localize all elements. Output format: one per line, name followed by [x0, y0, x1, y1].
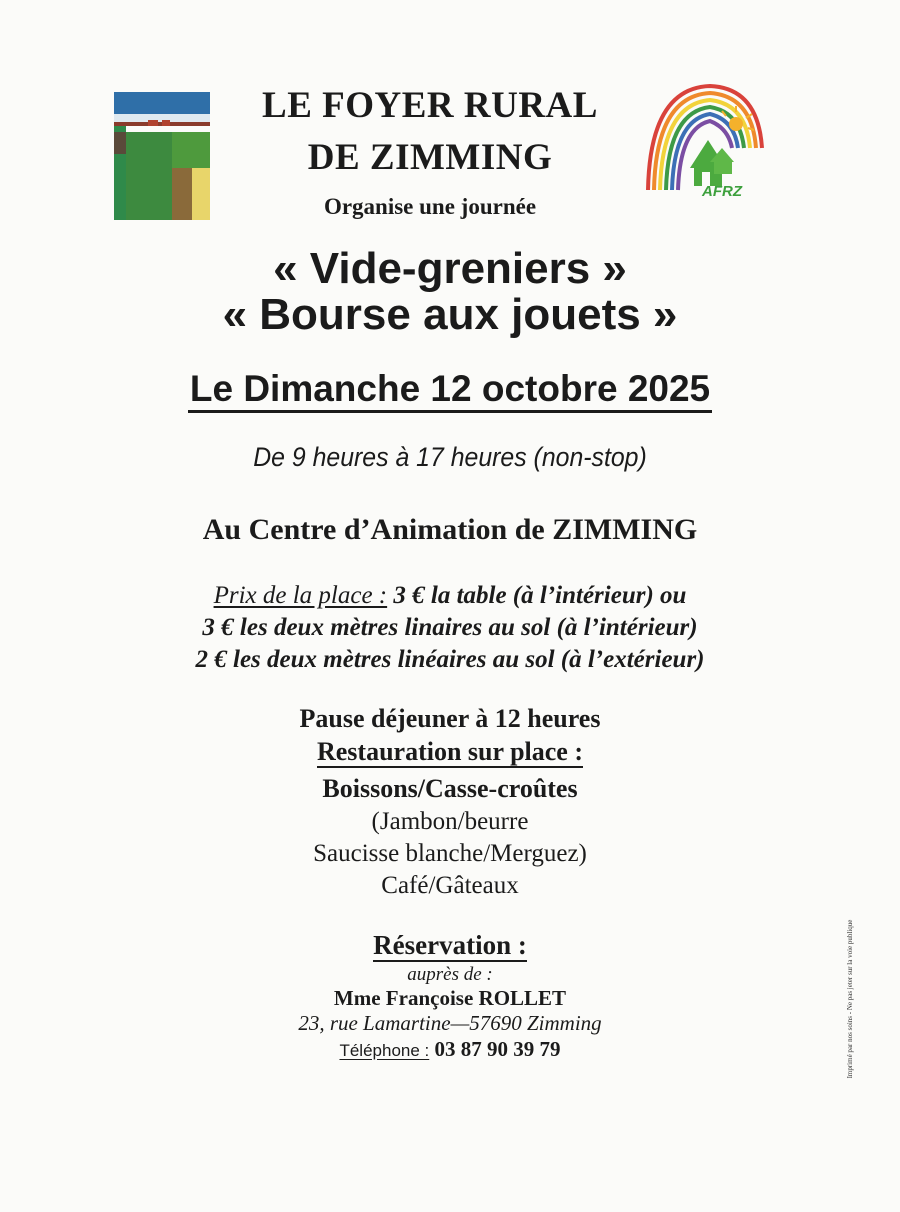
- contact-phone: [0, 1037, 900, 1062]
- price-line2: 3 € les deux mètres linaires au sol (à l’intérieur): [202, 614, 698, 641]
- price-line1-text: 3 € la table (à l’intérieur) ou: [393, 582, 687, 609]
- foyer-rural-logo: [114, 92, 210, 220]
- event-hours: De 9 heures à 17 heures (non-stop): [253, 442, 647, 472]
- menu-item: Saucisse blanche/Merguez): [313, 840, 587, 867]
- event-title-line2: « Bourse aux jouets »: [222, 290, 678, 339]
- contact-address: 23, rue Lamartine—57690 Zimming: [298, 1011, 602, 1035]
- price-label: Prix de la place :: [213, 582, 388, 609]
- afrz-logo: [640, 78, 764, 198]
- food-heading-text: Restauration sur place :: [316, 737, 583, 766]
- reservation-heading: [0, 930, 900, 961]
- menu-item: (Jambon/beurre: [371, 808, 529, 835]
- event-title-line1: « Vide-greniers »: [273, 244, 627, 293]
- menu-item: Café/Gâteaux: [381, 872, 519, 899]
- event-date: [0, 368, 900, 410]
- reservation-intro: auprès de :: [407, 964, 493, 985]
- title-line1: LE FOYER RURAL: [262, 85, 598, 126]
- menu-item: Boissons/Casse-croûtes: [322, 774, 578, 803]
- phone-number: 03 87 90 39 79: [434, 1037, 561, 1061]
- food-heading: [0, 737, 900, 767]
- price-line1: [0, 582, 900, 610]
- reservation-heading-text: Réservation :: [373, 930, 527, 960]
- lunch-break: Pause déjeuner à 12 heures: [299, 704, 601, 733]
- contact-name: Mme Françoise ROLLET: [333, 986, 567, 1010]
- price-line3: 2 € les deux mètres linéaires au sol (à l’extérieur): [195, 646, 705, 673]
- imprint-notice: Imprimé par nos soins - Ne pas jeter sur la voie publique: [846, 919, 854, 1079]
- afrz-logo-text: AFRZ: [702, 183, 742, 198]
- title-line2: DE ZIMMING: [307, 137, 553, 178]
- event-location: Au Centre d’Animation de ZIMMING: [202, 513, 698, 546]
- phone-label: Téléphone :: [339, 1041, 430, 1060]
- event-date-text: Le Dimanche 12 octobre 2025: [188, 368, 712, 413]
- subtitle: Organise une journée: [323, 194, 537, 219]
